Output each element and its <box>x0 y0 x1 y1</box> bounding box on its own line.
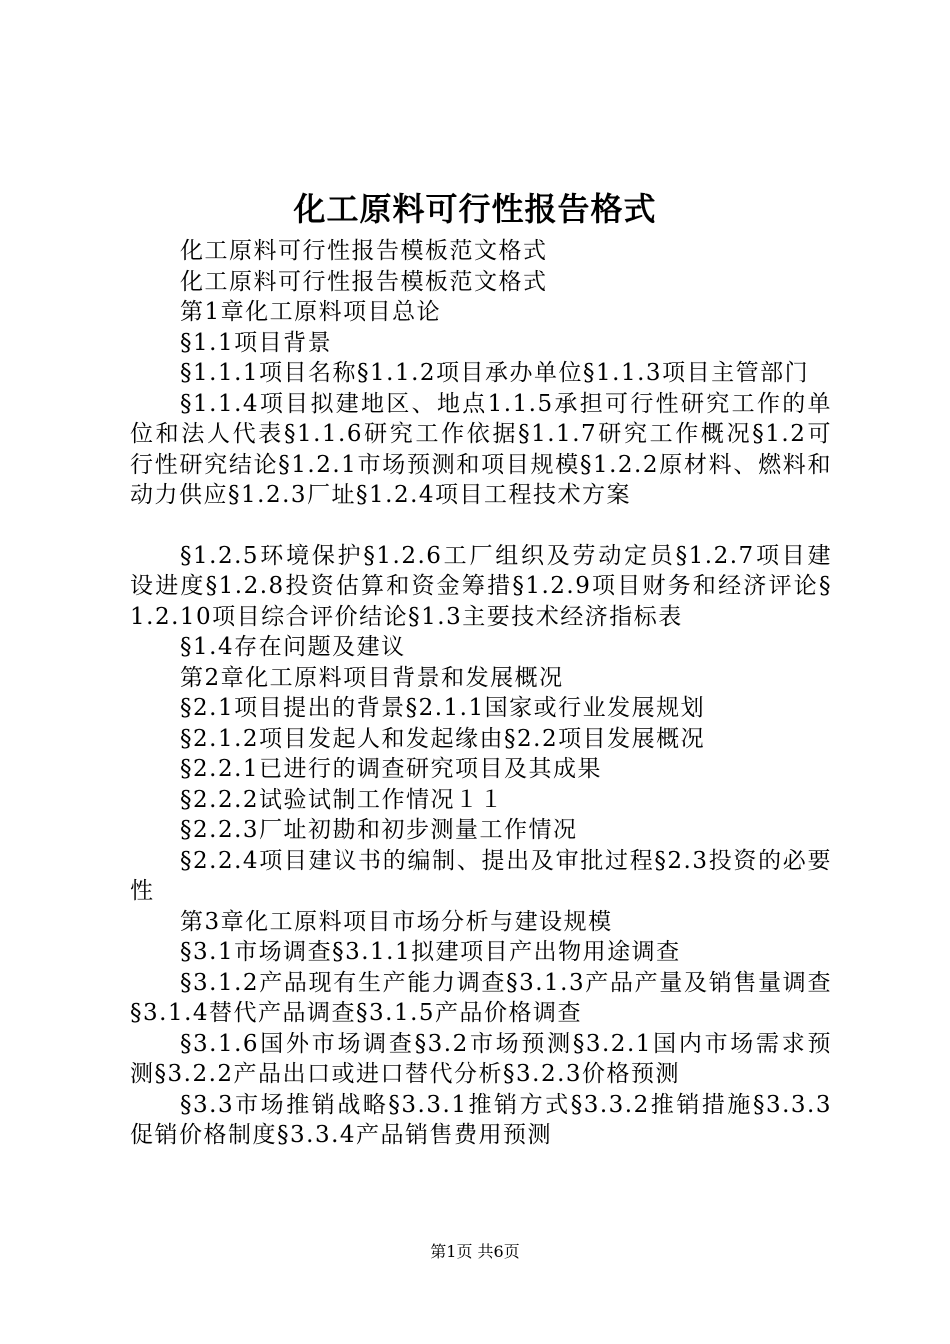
body-paragraph: §2.2.3厂址初勘和初步测量工作情况 <box>180 817 578 843</box>
body-paragraph: §3.1.2产品现有生产能力调查§3.1.3产品产量及销售量调查§3.1.4替代产品调查§3.1.5产品价格调查 <box>130 969 832 1026</box>
body-paragraph: §2.2.4项目建议书的编制、提出及审批过程§2.3投资的必要性 <box>130 847 832 904</box>
chapter-heading: 第2章化工原料项目背景和发展概况 <box>180 664 564 691</box>
body-paragraph: 化工原料可行性报告模板范文格式 <box>180 268 548 295</box>
body-paragraph: §2.2.1已进行的调查研究项目及其成果 <box>180 756 603 782</box>
chapter-heading: 第3章化工原料项目市场分析与建设规模 <box>180 908 613 935</box>
body-paragraph: §2.1.2项目发起人和发起缘由§2.2项目发展概况 <box>180 725 706 752</box>
body-paragraph: §1.1.1项目名称§1.1.2项目承办单位§1.1.3项目主管部门 <box>180 360 810 386</box>
body-paragraph: §1.2.5环境保护§1.2.6工厂组织及劳动定员§1.2.7项目建设进度§1.2.8投资估算和资金筹措§1.2.9项目财务和经济评论§1.2.10项目综合评价结论§1.3主要技术经济指标表 <box>130 542 832 630</box>
document-body <box>130 236 832 1151</box>
body-paragraph: 化工原料可行性报告模板范文格式 <box>180 238 548 264</box>
body-paragraph: §2.1项目提出的背景§2.1.1国家或行业发展规划 <box>180 695 706 721</box>
body-paragraph: §3.1市场调查§3.1.1拟建项目产出物用途调查 <box>180 939 681 965</box>
page-footer: 第1页 共6页 <box>430 1242 520 1261</box>
chapter-heading: 第1章化工原料项目总论 <box>180 299 442 325</box>
body-paragraph: §1.1.4项目拟建地区、地点1.1.5承担可行性研究工作的单位和法人代表§1.1.6研究工作依据§1.1.7研究工作概况§1.2可行性研究结论§1.2.1市场预测和项目规模§1.2.2原材料、燃料和动力供应§1.2.3厂址§1.2.4项目工程技术方案 <box>130 390 832 508</box>
body-paragraph: §2.2.2试验试制工作情况１１ <box>180 786 505 813</box>
body-paragraph: §3.3市场推销战略§3.3.1推销方式§3.3.2推销措施§3.3.3促销价格制度§3.3.4产品销售费用预测 <box>130 1091 832 1148</box>
document-title: 化工原料可行性报告格式 <box>293 190 657 228</box>
body-paragraph: §3.1.6国外市场调查§3.2市场预测§3.2.1国内市场需求预测§3.2.2产品出口或进口替代分析§3.2.3价格预测 <box>130 1030 832 1087</box>
section-heading: §1.1项目背景 <box>180 329 333 356</box>
body-paragraph: §1.4存在问题及建议 <box>180 634 406 660</box>
